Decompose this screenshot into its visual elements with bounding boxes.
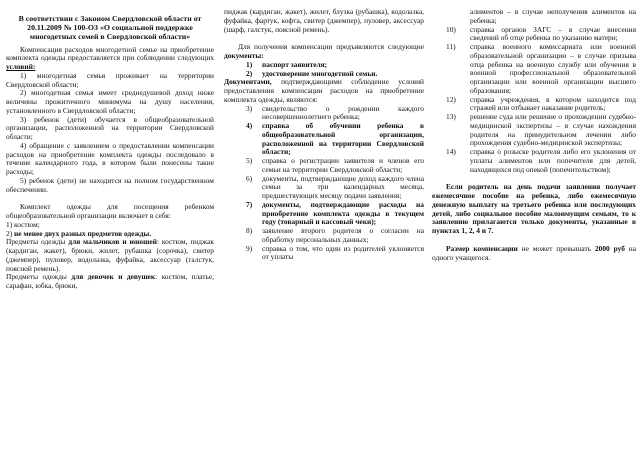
kit-intro: Комплект одежды для посещения ребенком общеобразовательной организации включает в себя: xyxy=(6,202,214,221)
doc-item-number: 6) xyxy=(246,173,253,183)
boys-clothes xyxy=(6,238,214,273)
docs-list xyxy=(224,105,424,263)
girls-clothes xyxy=(6,273,214,291)
kit-item-2-prefix: 2) xyxy=(6,228,13,238)
doc-item-text: справка органов ЗАГС – в случае внесения сведений об отце ребенка по указанию матери; xyxy=(470,24,636,43)
doc-item-text: документы, подтверждающие расходы на приобретение комплекта одежды в текущем году (товарный и кассовый чеки); xyxy=(262,199,424,227)
doc-item-text: свидетельство о рождении каждого несовершеннолетнего ребенка; xyxy=(262,103,424,122)
doc-item-text: справка военного комиссариата или военной образовательной организации – в случае призыва отца ребенка на военную службу или обучения в военной профессиональной образовательной организации или военной организации высшего образования; xyxy=(470,42,636,95)
doc-item-text: справка о регистрации заявителя и членов его семьи на территории Свердловской области; xyxy=(262,156,424,174)
doc-item-number: 10) xyxy=(446,24,456,34)
doc-item xyxy=(224,245,424,263)
column-2 xyxy=(224,8,424,448)
doc-item xyxy=(432,113,636,148)
girls-prefix: Предметы одежды xyxy=(6,272,67,282)
doc-item xyxy=(224,175,424,201)
doc-item xyxy=(224,105,424,123)
doc-item xyxy=(224,201,424,227)
doc-item-text: заявление второго родителя о согласии на обработку персональных данных; xyxy=(262,226,424,244)
doc-item-text: справка об обучении ребенка в общеобразовательной организации, расположенной на территории Свердловской области; xyxy=(262,121,424,157)
docs-lead-text: подтверждающими соблюдение условий предоставления компенсации расходов на приобретение комплекта одежды, являются: xyxy=(224,77,424,104)
amount-text: не может превышать xyxy=(521,243,592,253)
doc-item-number: 12) xyxy=(446,94,456,104)
benefit-note: Если родитель на день подачи заявления получает ежемесячное пособие на ребенка, либо ежемесячную денежную выплату на третьего ребенка или последующих детей, либо социальное пособие малоимущим семьям, то к заявлению прилагаются только документы, указанные в пунктах 1, 2, 4 и 7. xyxy=(432,182,636,235)
conditions-intro-bold: условий: xyxy=(6,62,36,72)
kit-item-2-bold: не менее двух разных предметов одежды. xyxy=(14,228,152,238)
doc-item-number: 14) xyxy=(446,147,456,156)
boys-bold: для мальчиков и юношей xyxy=(68,237,157,247)
docs-first-list xyxy=(224,61,424,79)
conditions-intro-text: Компенсация расходов многодетной семье на приобретение комплекта одежды предоставляется при соблюдении следующих xyxy=(6,44,214,63)
doc-item xyxy=(432,26,636,44)
doc-item-number: 13) xyxy=(446,112,456,121)
doc-item xyxy=(224,227,424,245)
condition-item: 3) ребенок (дети) обучается в общеобразовательной организации, расположенной на территории Свердловской области; xyxy=(6,114,214,142)
condition-item: 1) многодетная семья проживает на территории Свердловской области; xyxy=(6,70,214,89)
boys-text: : костюм, пиджак (кардиган, жакет), брюки, жилет, рубашка (сорочка), свитер (джемпер), пуловер, водолазка, фуфайка, аксессуар (галстук, поясной ремень). xyxy=(6,237,214,273)
girls-bold: для девочек и девушек xyxy=(71,272,156,282)
amount-value: 2000 руб xyxy=(594,243,625,253)
doc-item-number: 5) xyxy=(246,156,253,165)
doc-item-text: справка учреждения, в котором находится под стражей или отбывает наказание родитель; xyxy=(470,94,636,113)
doc-item-text: справка о том, что один из родителей уклоняется от уплаты xyxy=(262,243,424,262)
doc-item-number: 9) xyxy=(246,243,253,253)
amount-tail: на одного учащегося. xyxy=(432,243,636,262)
column-3 xyxy=(432,8,636,448)
docs-lead-bold: Документами, xyxy=(224,77,272,87)
conditions-intro xyxy=(6,46,214,72)
doc-item xyxy=(224,157,424,175)
doc-item-text: удостоверение многодетной семьи. xyxy=(262,68,378,78)
docs-intro-text: Для получения компенсации предъявляются следующие xyxy=(238,42,424,52)
alimony-continued: алиментов – в случае неполучения алиментов на ребенка; xyxy=(470,8,636,25)
conditions-list xyxy=(6,72,214,195)
girls-text: : костюм, платье, сарафан, юбка, брюки, xyxy=(6,272,214,291)
doc-item-number: 7) xyxy=(246,199,253,209)
doc-item-text: документы, подтверждающие доход каждого члена семьи за три календарных месяца, предшествующих месяцу подачи заявления; xyxy=(262,173,424,200)
doc-item xyxy=(432,148,636,174)
column-1 xyxy=(6,8,214,448)
doc-item-text: паспорт заявителя; xyxy=(262,59,328,69)
condition-item: 4) обращение с заявлением о предоставлении компенсации расходов на приобретение комплекта одежды последовало в течение календарного года, в котором были понесены такие расходы; xyxy=(6,140,214,177)
doc-item-text: справка о розыске родителя либо его уклонения от уплаты алиментов или попечителя для детей, находящихся под опекой (попечительством); xyxy=(470,147,636,174)
doc-item-number: 3) xyxy=(246,103,253,113)
doc-item-number: 2) xyxy=(246,68,253,78)
amount-bold: Размер компенсации xyxy=(446,243,518,253)
docs-list-continued xyxy=(432,26,636,175)
doc-item xyxy=(224,70,424,79)
condition-item: 5) ребенок (дети) не находится на полном государственном обеспечении. xyxy=(6,175,214,194)
doc-item xyxy=(432,43,636,96)
kit-item: 1) костюм; xyxy=(6,219,40,229)
doc-item xyxy=(432,96,636,114)
doc-item-number: 4) xyxy=(246,121,253,130)
doc-item-number: 8) xyxy=(246,226,253,235)
docs-intro xyxy=(224,43,424,61)
docs-intro-bold: документы: xyxy=(224,51,264,60)
doc-item-text: решение суда или решение о прохождении судебно-медицинской экспертизы – в случае нахождения родителя на принудительном лечении либо прохождения судебно-медицинской экспертизы; xyxy=(470,112,636,148)
doc-item-number: 1) xyxy=(246,59,253,69)
docs-lead xyxy=(224,78,424,104)
compensation-amount xyxy=(432,245,636,263)
condition-item: 2) многодетная семья имеет среднедушевой доход ниже величины прожиточного минимума на душу населения, установленного в Свердловской области; xyxy=(6,88,214,115)
doc-item-number: 11) xyxy=(446,42,456,51)
boys-prefix: Предметы одежды xyxy=(6,237,66,247)
clothes-continued: пиджак (кардиган, жакет), жилет, блузка (рубашка), водолазка, фуфайка, фартук, кофта, свитер (джемпер), пуловер, аксессуар (шарф, галстук, поясной ремень). xyxy=(224,8,424,34)
leaflet-title: В соответствии с Законом Свердловской области от 20.11.2009 № 100-ОЗ «О социальной поддержке многодетных семей в Свердловской области» xyxy=(18,14,202,42)
doc-item xyxy=(224,122,424,157)
